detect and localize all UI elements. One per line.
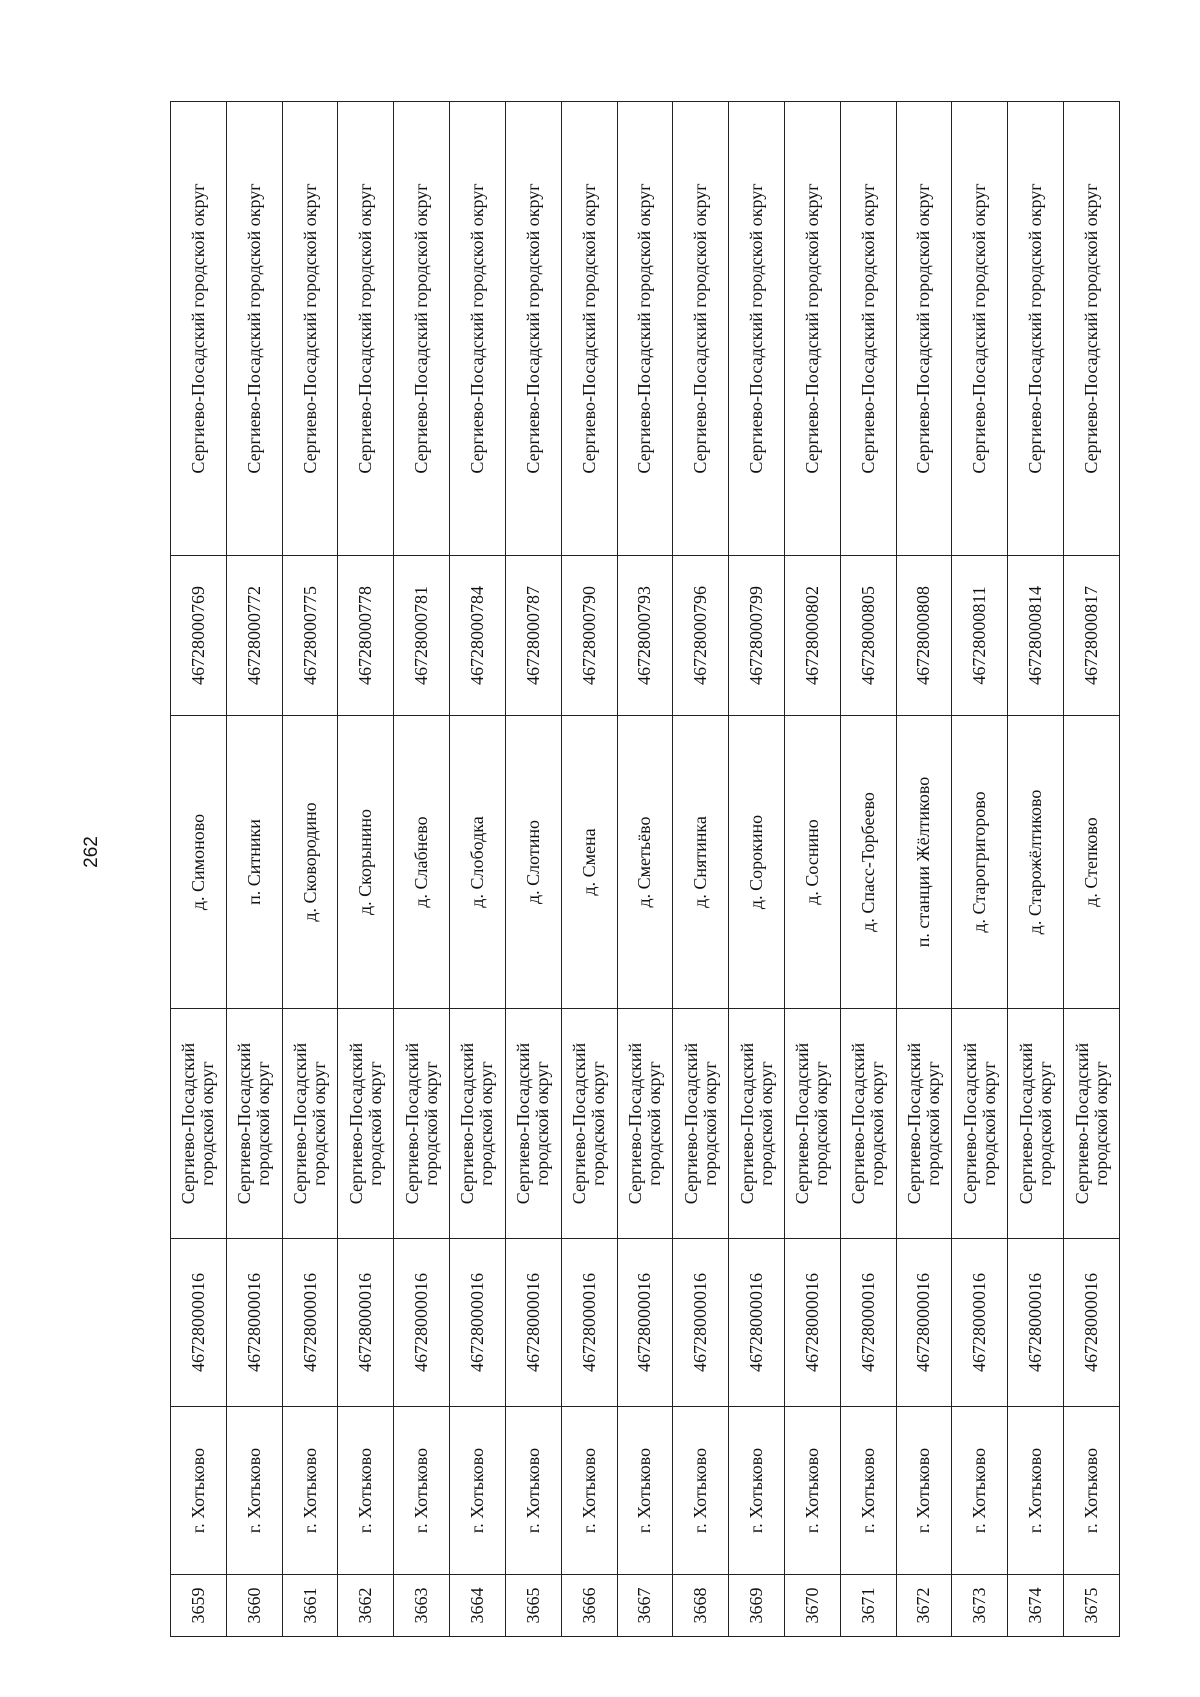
locality-code: 46728000778	[338, 556, 394, 716]
row-number: 3660	[226, 1575, 282, 1637]
locality-district: Сергиево-Посадский городской округ	[1008, 102, 1064, 556]
page-number: 262	[81, 836, 102, 868]
row-number: 3674	[1008, 1575, 1064, 1637]
locality-code: 46728000811	[952, 556, 1008, 716]
locality-district: Сергиево-Посадский городской округ	[394, 102, 450, 556]
settlement-name: г. Хотьково	[561, 1407, 617, 1575]
locality-district: Сергиево-Посадский городской округ	[896, 102, 952, 556]
locality-name: д. Слободка	[450, 716, 506, 1009]
locality-name: д. Сорокино	[729, 716, 785, 1009]
row-number: 3669	[729, 1575, 785, 1637]
row-number: 3673	[952, 1575, 1008, 1637]
register-table-frame	[170, 102, 1120, 1637]
settlement-name: г. Хотьково	[171, 1407, 227, 1575]
settlement-name: г. Хотьково	[450, 1407, 506, 1575]
locality-code: 46728000808	[896, 556, 952, 716]
register-rows	[171, 102, 1120, 1637]
settlement-name: г. Хотьково	[896, 1407, 952, 1575]
table-row	[394, 102, 450, 1637]
settlement-code: 46728000016	[1008, 1239, 1064, 1407]
settlement-name: г. Хотьково	[1008, 1407, 1064, 1575]
locality-name: д. Слотино	[505, 716, 561, 1009]
settlement-code: 46728000016	[617, 1239, 673, 1407]
locality-district: Сергиево-Посадский городской округ	[673, 102, 729, 556]
locality-code: 46728000805	[840, 556, 896, 716]
table-row	[1064, 102, 1120, 1637]
table-row	[673, 102, 729, 1637]
locality-code: 46728000784	[450, 556, 506, 716]
settlement-name: г. Хотьково	[282, 1407, 338, 1575]
locality-code: 46728000793	[617, 556, 673, 716]
settlement-district: Сергиево-Посадский городской округ	[1008, 1009, 1064, 1239]
locality-district: Сергиево-Посадский городской округ	[617, 102, 673, 556]
settlement-code: 46728000016	[282, 1239, 338, 1407]
settlement-district: Сергиево-Посадский городской округ	[1064, 1009, 1120, 1239]
settlement-code: 46728000016	[952, 1239, 1008, 1407]
locality-code: 46728000790	[561, 556, 617, 716]
settlement-code: 46728000016	[896, 1239, 952, 1407]
row-number: 3668	[673, 1575, 729, 1637]
settlement-district: Сергиево-Посадский городской округ	[505, 1009, 561, 1239]
locality-district: Сергиево-Посадский городской округ	[784, 102, 840, 556]
locality-name: п. Ситники	[226, 716, 282, 1009]
row-number: 3661	[282, 1575, 338, 1637]
table-row	[338, 102, 394, 1637]
settlement-name: г. Хотьково	[784, 1407, 840, 1575]
locality-name: д. Смена	[561, 716, 617, 1009]
table-row	[840, 102, 896, 1637]
table-row	[561, 102, 617, 1637]
settlement-code: 46728000016	[561, 1239, 617, 1407]
settlement-district: Сергиево-Посадский городской округ	[226, 1009, 282, 1239]
locality-district: Сергиево-Посадский городской округ	[505, 102, 561, 556]
rotated-table-container	[170, 102, 1120, 1637]
row-number: 3670	[784, 1575, 840, 1637]
settlement-code: 46728000016	[1064, 1239, 1120, 1407]
locality-code: 46728000802	[784, 556, 840, 716]
locality-name: д. Спасс-Торбеево	[840, 716, 896, 1009]
settlement-code: 46728000016	[729, 1239, 785, 1407]
locality-code: 46728000772	[226, 556, 282, 716]
settlement-name: г. Хотьково	[394, 1407, 450, 1575]
table-row	[729, 102, 785, 1637]
locality-code: 46728000796	[673, 556, 729, 716]
locality-name: д. Слабнево	[394, 716, 450, 1009]
locality-name: д. Сковородино	[282, 716, 338, 1009]
locality-name: п. станции Жёлтиково	[896, 716, 952, 1009]
settlement-district: Сергиево-Посадский городской округ	[784, 1009, 840, 1239]
table-row	[450, 102, 506, 1637]
locality-name: д. Симоново	[171, 716, 227, 1009]
locality-code: 46728000814	[1008, 556, 1064, 716]
locality-name: д. Соснино	[784, 716, 840, 1009]
locality-code: 46728000769	[171, 556, 227, 716]
locality-district: Сергиево-Посадский городской округ	[171, 102, 227, 556]
row-number: 3663	[394, 1575, 450, 1637]
settlement-district: Сергиево-Посадский городской округ	[617, 1009, 673, 1239]
settlement-district: Сергиево-Посадский городской округ	[282, 1009, 338, 1239]
locality-district: Сергиево-Посадский городской округ	[952, 102, 1008, 556]
locality-code: 46728000799	[729, 556, 785, 716]
settlement-name: г. Хотьково	[226, 1407, 282, 1575]
table-row	[505, 102, 561, 1637]
settlement-code: 46728000016	[226, 1239, 282, 1407]
row-number: 3664	[450, 1575, 506, 1637]
table-row	[226, 102, 282, 1637]
settlement-district: Сергиево-Посадский городской округ	[338, 1009, 394, 1239]
settlement-district: Сергиево-Посадский городской округ	[673, 1009, 729, 1239]
locality-district: Сергиево-Посадский городской округ	[338, 102, 394, 556]
row-number: 3662	[338, 1575, 394, 1637]
locality-code: 46728000781	[394, 556, 450, 716]
settlement-code: 46728000016	[784, 1239, 840, 1407]
settlement-district: Сергиево-Посадский городской округ	[394, 1009, 450, 1239]
locality-code: 46728000817	[1064, 556, 1120, 716]
table-row	[896, 102, 952, 1637]
settlement-code: 46728000016	[840, 1239, 896, 1407]
settlement-name: г. Хотьково	[505, 1407, 561, 1575]
table-row	[784, 102, 840, 1637]
settlement-code: 46728000016	[394, 1239, 450, 1407]
settlement-code: 46728000016	[171, 1239, 227, 1407]
settlement-name: г. Хотьково	[617, 1407, 673, 1575]
locality-district: Сергиево-Посадский городской округ	[282, 102, 338, 556]
locality-district: Сергиево-Посадский городской округ	[226, 102, 282, 556]
settlement-district: Сергиево-Посадский городской округ	[840, 1009, 896, 1239]
settlement-name: г. Хотьково	[840, 1407, 896, 1575]
table-row	[1008, 102, 1064, 1637]
row-number: 3671	[840, 1575, 896, 1637]
locality-name: д. Сметьёво	[617, 716, 673, 1009]
locality-district: Сергиево-Посадский городской округ	[1064, 102, 1120, 556]
settlement-code: 46728000016	[505, 1239, 561, 1407]
locality-code: 46728000775	[282, 556, 338, 716]
settlement-code: 46728000016	[673, 1239, 729, 1407]
table-row	[617, 102, 673, 1637]
settlement-code: 46728000016	[338, 1239, 394, 1407]
locality-code: 46728000787	[505, 556, 561, 716]
settlement-name: г. Хотьково	[1064, 1407, 1120, 1575]
settlement-district: Сергиево-Посадский городской округ	[561, 1009, 617, 1239]
settlement-district: Сергиево-Посадский городской округ	[450, 1009, 506, 1239]
locality-name: д. Старожёлтиково	[1008, 716, 1064, 1009]
table-row	[171, 102, 227, 1637]
table-row	[952, 102, 1008, 1637]
locality-name: д. Скорынино	[338, 716, 394, 1009]
locality-name: д. Степково	[1064, 716, 1120, 1009]
settlement-code: 46728000016	[450, 1239, 506, 1407]
locality-name: д. Старогригорово	[952, 716, 1008, 1009]
row-number: 3672	[896, 1575, 952, 1637]
settlement-district: Сергиево-Посадский городской округ	[952, 1009, 1008, 1239]
register-table	[170, 101, 1120, 1637]
row-number: 3665	[505, 1575, 561, 1637]
settlement-district: Сергиево-Посадский городской округ	[171, 1009, 227, 1239]
row-number: 3659	[171, 1575, 227, 1637]
row-number: 3675	[1064, 1575, 1120, 1637]
locality-district: Сергиево-Посадский городской округ	[729, 102, 785, 556]
settlement-district: Сергиево-Посадский городской округ	[729, 1009, 785, 1239]
row-number: 3667	[617, 1575, 673, 1637]
locality-district: Сергиево-Посадский городской округ	[561, 102, 617, 556]
locality-name: д. Снятинка	[673, 716, 729, 1009]
table-row	[282, 102, 338, 1637]
locality-district: Сергиево-Посадский городской округ	[450, 102, 506, 556]
settlement-district: Сергиево-Посадский городской округ	[896, 1009, 952, 1239]
locality-district: Сергиево-Посадский городской округ	[840, 102, 896, 556]
settlement-name: г. Хотьково	[729, 1407, 785, 1575]
settlement-name: г. Хотьково	[952, 1407, 1008, 1575]
settlement-name: г. Хотьково	[673, 1407, 729, 1575]
settlement-name: г. Хотьково	[338, 1407, 394, 1575]
row-number: 3666	[561, 1575, 617, 1637]
